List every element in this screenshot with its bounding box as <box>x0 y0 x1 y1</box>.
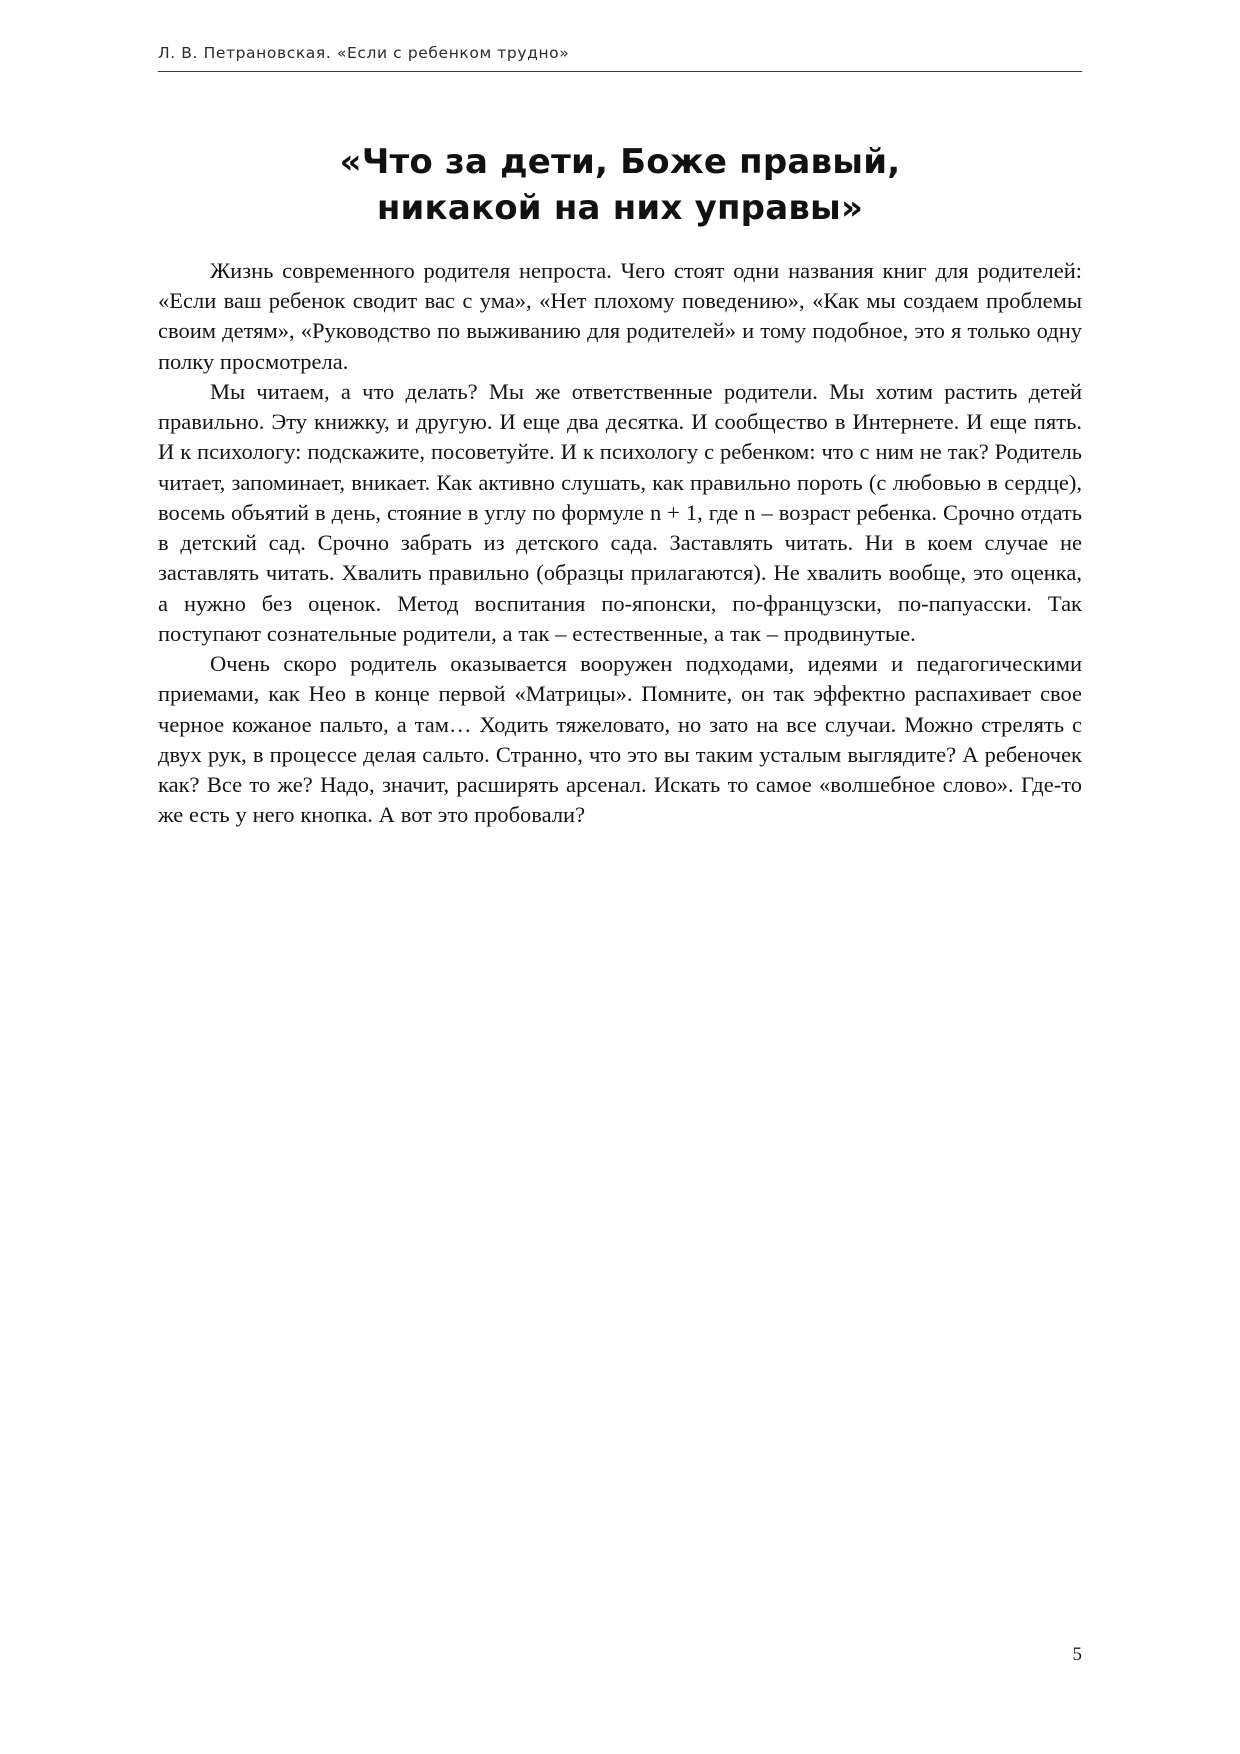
chapter-title <box>158 140 1082 232</box>
paragraph: Мы читаем, а что делать? Мы же ответственные родители. Мы хотим растить детей правильно. Эту книжку, и другую. И еще два десятка. И сообщество в Интернете. И еще пять. И к психологу: подскажите, посоветуйте. И к психологу с ребенком: что с ним не так? Родитель читает, запоминает, вникает. Как активно слушать, как правильно пороть (с любовью в сердце), восемь объятий в день, стояние в углу по формуле n + 1, где n – возраст ребенка. Срочно отдать в детский сад. Срочно забрать из детского сада. Заставлять читать. Ни в коем случае не заставлять читать. Хвалить правильно (образцы прилагаются). Не хвалить вообще, это оценка, а нужно без оценок. Метод воспитания по-японски, по-французски, по-папуасски. Так поступают сознательные родители, а так – естественные, а так – продвинутые. <box>158 378 1082 646</box>
chapter-title-line-2: никакой на них управы» <box>376 187 864 228</box>
paragraph: Очень скоро родитель оказывается вооружен подходами, идеями и педагогическими приемами, как Нео в конце первой «Матрицы». Помните, он так эффектно распахивает свое черное кожаное пальто, а там… Ходить тяжеловато, но зато на все случаи. Можно стрелять с двух рук, в процессе делая сальто. Странно, что это вы таким усталым выглядите? А ребеночек как? Все то же? Надо, значит, расширять арсенал. Искать то самое «волшебное слово». Где-то же есть у него кнопка. А вот это пробовали? <box>158 651 1082 828</box>
header-divider <box>158 71 1082 72</box>
running-head-label: Л. В. Петрановская. «Если с ребенком трудно» <box>158 44 570 62</box>
running-head <box>158 44 1082 72</box>
page-content <box>158 140 1082 831</box>
chapter-title-line-1: «Что за дети, Боже правый, <box>339 142 901 182</box>
body-text <box>158 256 1082 831</box>
page-number: 5 <box>1072 1644 1082 1665</box>
paragraph: Жизнь современного родителя непроста. Чего стоят одни названия книг для родителей: «Если ваш ребенок сводит вас с ума», «Нет плохому поведению», «Как мы создаем проблемы своим детям», «Руководство по выживанию для родителей» и тому подобное, это я только одну полку просмотрела. <box>158 257 1082 374</box>
